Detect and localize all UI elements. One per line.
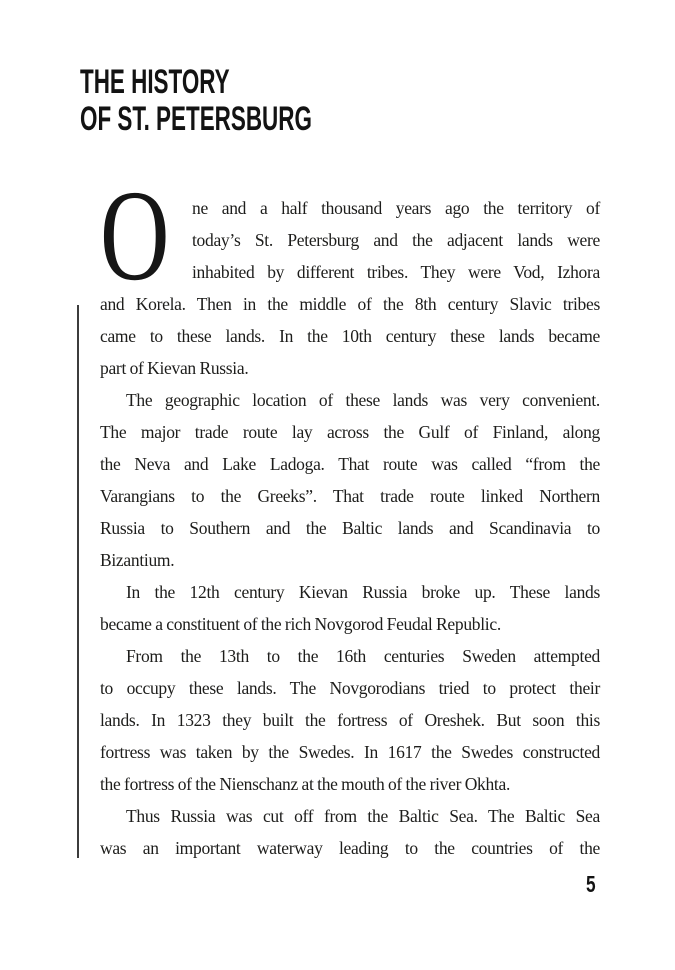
text-line: the Neva and Lake Ladoga. That route was called “from the (100, 454, 600, 474)
text-line: today’s St. Petersburg and the adjacent lands were (192, 230, 600, 250)
text-line: From the 13th to the 16th centuries Sweden attempted (126, 646, 600, 666)
left-margin-rule (77, 305, 79, 858)
chapter-title (80, 64, 431, 138)
text-line: In the 12th century Kievan Russia broke up. These lands (126, 582, 600, 602)
text-line: Thus Russia was cut off from the Baltic Sea. The Baltic Sea (126, 806, 600, 826)
chapter-title-line-1: THE HISTORY (80, 63, 230, 101)
text-line: came to these lands. In the 10th century these lands became (100, 326, 600, 346)
text-line: fortress was taken by the Swedes. In 1617 the Swedes constructed (100, 742, 600, 762)
drop-cap-letter: O (100, 164, 170, 308)
chapter-title-line-2: OF ST. PETERSBURG (80, 100, 312, 138)
text-line: The geographic location of these lands was very convenient. (126, 390, 600, 410)
body-text (100, 164, 600, 864)
text-line: The major trade route lay across the Gulf of Finland, along (100, 422, 600, 442)
text-line: and Korela. Then in the middle of the 8th century Slavic tribes (100, 294, 600, 314)
text-line: was an important waterway leading to the countries of the (100, 838, 600, 858)
text-line: part of Kievan Russia. (100, 358, 249, 378)
text-line: the fortress of the Nienschanz at the mouth of the river Okhta. (100, 774, 511, 794)
text-line: to occupy these lands. The Novgorodians tried to protect their (100, 678, 600, 698)
text-line: inhabited by different tribes. They were Vod, Izhora (192, 262, 600, 282)
text-line: became a constituent of the rich Novgorod Feudal Republic. (100, 614, 501, 634)
drop-cap-spacer (100, 164, 192, 308)
text-line: ne and a half thousand years ago the territory of (192, 198, 600, 218)
text-line: lands. In 1323 they built the fortress of Oreshek. But soon this (100, 710, 600, 730)
text-line: Varangians to the Greeks”. That trade route linked Northern (100, 486, 600, 506)
text-line: Bizantium. (100, 550, 175, 570)
page-number: 5 (586, 871, 596, 897)
text-line: Russia to Southern and the Baltic lands and Scandinavia to (100, 518, 600, 538)
